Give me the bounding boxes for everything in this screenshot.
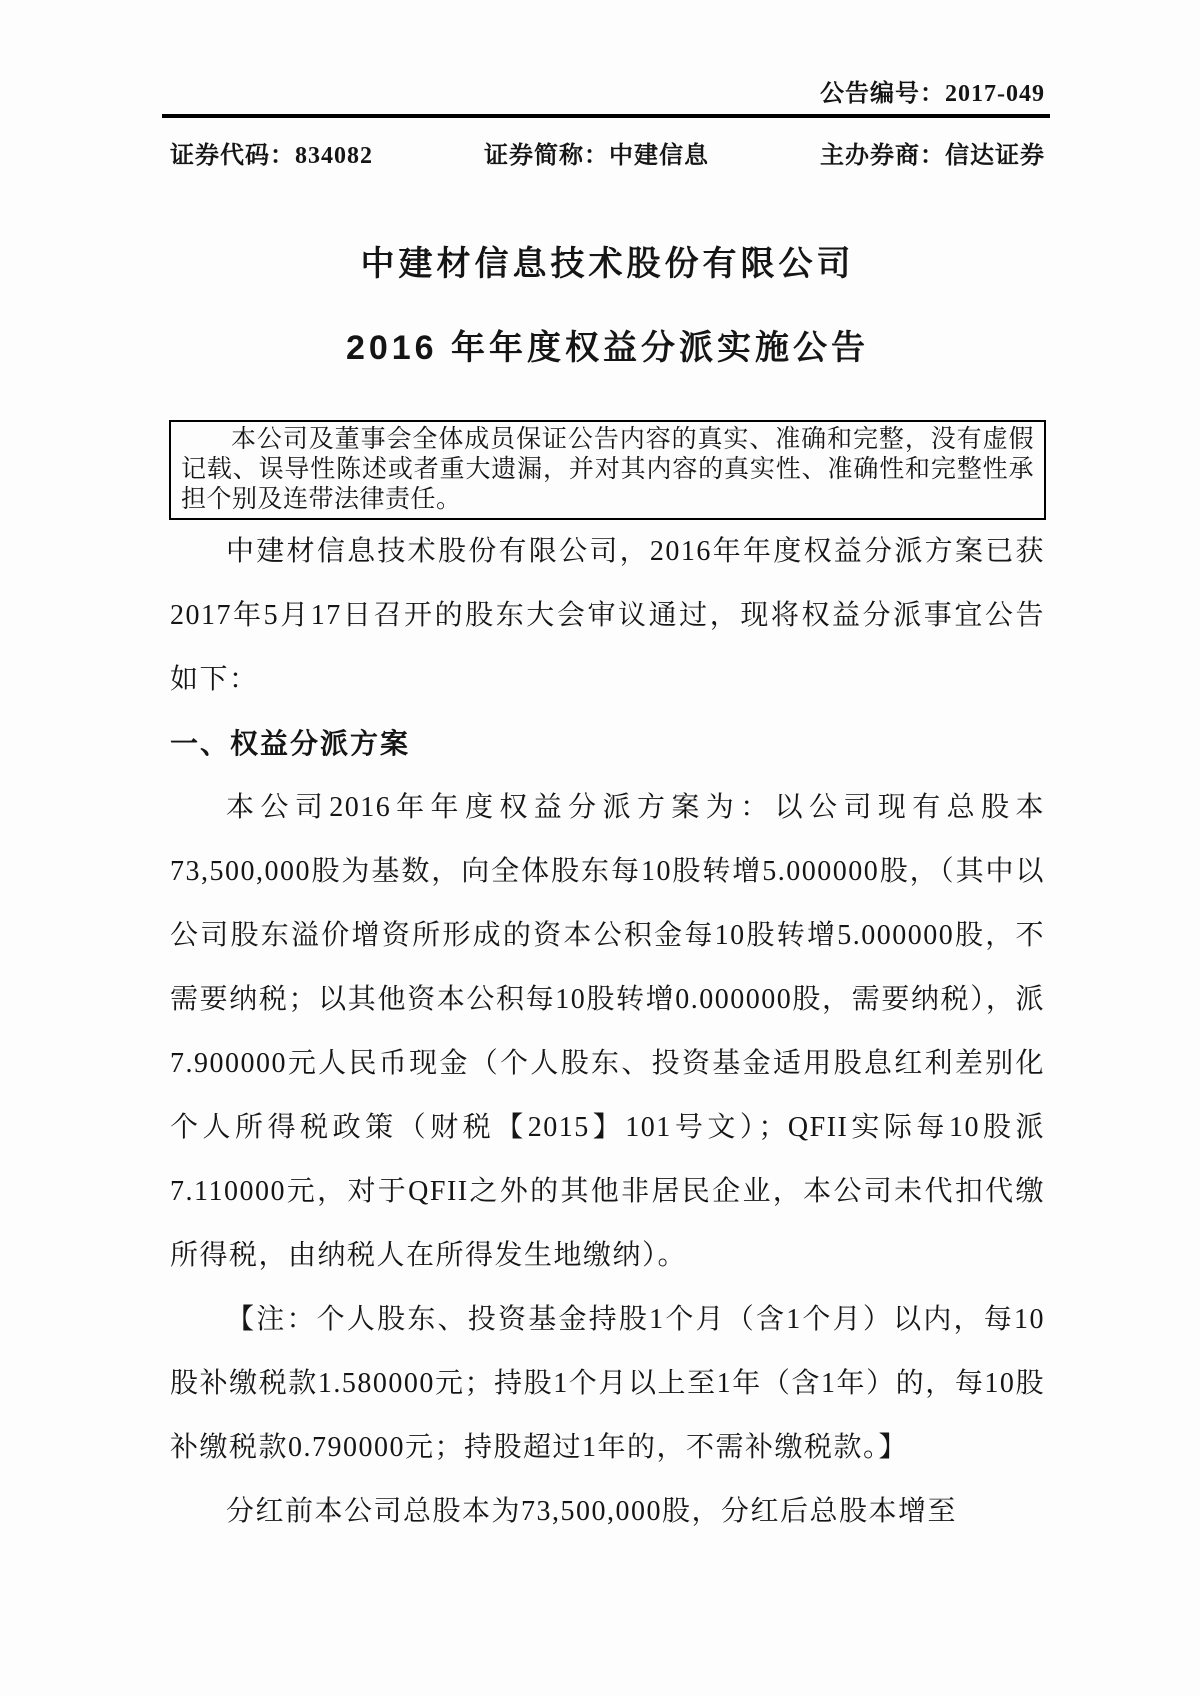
share-capital-paragraph: 分红前本公司总股本为73,500,000股，分红后总股本增至 [226, 1496, 958, 1527]
sponsor-broker: 主办券商：信达证券 [820, 143, 1045, 169]
company-name-title: 中建材信息技术股份有限公司 [360, 245, 855, 283]
stock-code: 证券代码：834082 [170, 143, 373, 169]
intro-paragraph: 中建材信息技术股份有限公司，2016年年度权益分派方案已获2017年5月17日召开的股东大会审议通过，现将权益分派事宜公告如下： [170, 536, 1045, 695]
document-body [170, 520, 1045, 1544]
section-1-heading: 一、权益分派方案 [170, 728, 411, 759]
announcement-number: 公告编号：2017-049 [820, 81, 1045, 107]
stock-short-name: 证券简称：中建信息 [484, 143, 709, 169]
document-content [170, 0, 1045, 1544]
disclaimer-text: 本公司及董事会全体成员保证公告内容的真实、准确和完整，没有虚假记载、误导性陈述或者重大遗漏，并对其内容的真实性、准确性和完整性承担个别及连带法律责任。 [181, 426, 1034, 513]
distribution-plan-paragraph: 本公司2016年年度权益分派方案为：以公司现有总股本73,500,000股为基数，向全体股东每10股转增5.000000股，（其中以公司股东溢价增资所形成的资本公积金每10股转增5.000000股，不需要纳税；以其他资本公积每10股转增0.000000股，需要纳税），派7.900000元人民币现金（个人股东、投资基金适用股息红利差别化个人所得税政策（财税【2015】101号文）；QFII实际每10股派7.110000元，对于QFII之外的其他非居民企业，本公司未代扣代缴所得税，由纳税人在所得发生地缴纳）。 [170, 792, 1045, 1271]
header-divider-line [162, 114, 1050, 118]
announcement-subject-title: 2016 年年度权益分派实施公告 [345, 329, 870, 367]
securities-info-row [170, 142, 1045, 170]
disclaimer-box [169, 420, 1046, 520]
tax-note-paragraph: 【注：个人股东、投资基金持股1个月（含1个月）以内，每10股补缴税款1.580000元；持股1个月以上至1年（含1年）的，每10股补缴税款0.790000元；持股超过1年的，不需补缴税款。】 [170, 1304, 1045, 1463]
